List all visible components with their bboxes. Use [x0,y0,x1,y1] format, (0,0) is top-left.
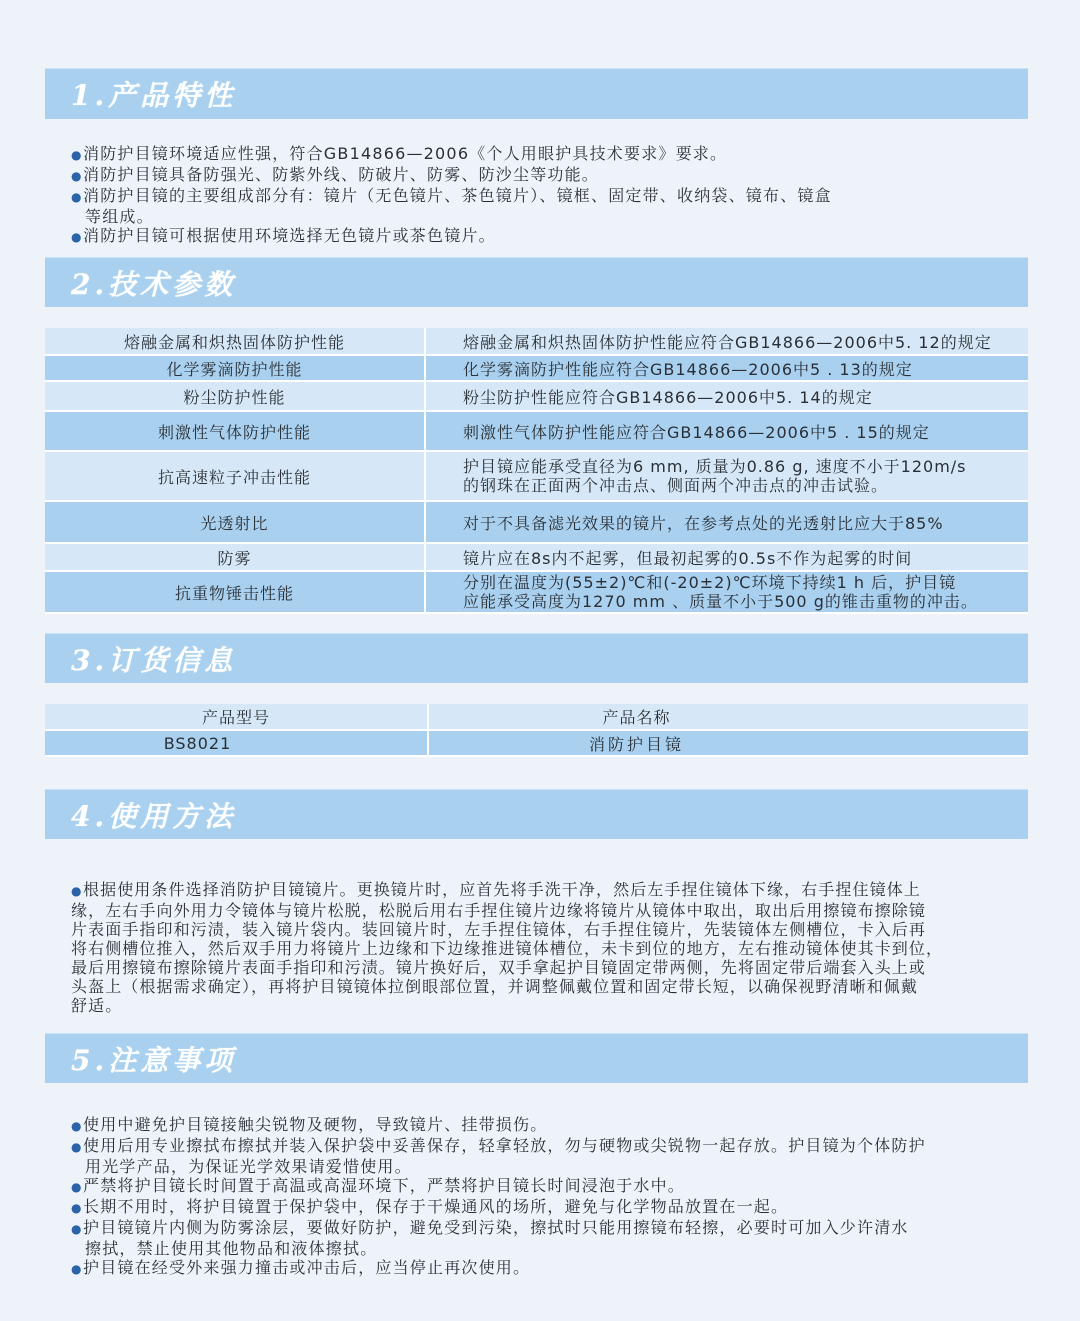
section-header-specs [45,257,1028,307]
table-row: 光透射比 对于不具备滤光效果的镜片，在参考点处的光透射比应大于85% [45,501,1028,543]
list-item: ●护目镜镜片内侧为防雾涂层，要做好防护，避免受到污染，擦拭时只能用擦镜布轻擦，必要时可加入少许清水 [71,1218,909,1237]
usage-line: 将右侧槽位推入，然后双手用力将镜片上边缘和下边缘推进镜体槽位，未卡到位的地方，左右推动镜体使其卡到位， [71,939,944,958]
list-item: ●消防护目镜可根据使用环境选择无色镜片或茶色镜片。 [71,226,496,245]
list-item: ●消防护目镜的主要组成部分有：镜片（无色镜片、茶色镜片）、镜框、固定带、收纳袋、镜布、镜盒 [71,186,832,205]
list-item: ●使用中避免护目镜接触尖锐物及硬物，导致镜片、挂带损伤。 [71,1115,548,1134]
order-table [45,704,1028,757]
list-item-continuation: 等组成。 [85,207,154,226]
section-title: 5.注意事项 [71,1043,237,1077]
usage-line: 缘，左右手向外用力令镜体与镜片松脱，松脱后用右手捏住镜片边缘将镜片从镜体中取出，取出后用擦镜布擦除镜 [71,901,927,920]
usage-line: 最后用擦镜布擦除镜片表面手指印和污渍。镜片换好后，双手拿起护目镜固定带两侧，先将固定带后端套入头上或 [71,958,927,977]
table-row: 粉尘防护性能 粉尘防护性能应符合GB14866—2006中5. 14的规定 [45,381,1028,411]
section-header-order [45,633,1028,683]
list-item: ●使用后用专业擦拭布擦拭并装入保护袋中妥善保存，轻拿轻放，勿与硬物或尖锐物一起存放。护目镜为个体防护 [71,1136,926,1155]
list-item-continuation: 用光学产品，为保证光学效果请爱惜使用。 [85,1157,412,1176]
table-row: 刺激性气体防护性能 刺激性气体防护性能应符合GB14866—2006中5 . 15的规定 [45,411,1028,451]
list-item: ●消防护目镜具备防强光、防紫外线、防破片、防雾、防沙尘等功能。 [71,165,600,184]
section-header-features [45,68,1028,119]
section-title: 2.技术参数 [71,267,237,301]
list-item: ●严禁将护目镜长时间置于高温或高湿环境下，严禁将护目镜长时间浸泡于水中。 [71,1176,686,1195]
usage-line: 片表面手指印和污渍，装入镜片袋内。装回镜片时，左手捏住镜体，右手捏住镜片，先装镜体左侧槽位，卡入后再 [71,920,927,939]
list-item: ●护目镜在经受外来强力撞击或冲击后，应当停止再次使用。 [71,1258,531,1277]
section-header-usage [45,789,1028,839]
features-list [71,144,1041,247]
spec-table [45,328,1028,614]
section-title: 4.使用方法 [71,799,237,833]
usage-line: ●根据使用条件选择消防护目镜镜片。更换镜片时，应首先将手洗干净，然后左手捏住镜体下缘，右手捏住镜体上 [71,880,921,899]
notes-list [71,1115,1041,1279]
table-row: 化学雾滴防护性能 化学雾滴防护性能应符合GB14866—2006中5 . 13的规定 [45,355,1028,381]
section-title: 1.产品特性 [71,79,237,112]
table-row: 防雾 镜片应在8s内不起雾，但最初起雾的0.5s不作为起雾的时间 [45,543,1028,571]
table-row: BS8021 消防护目镜 [45,730,1028,756]
list-item: ●消防护目镜环境适应性强，符合GB14866—2006《个人用眼护具技术要求》要求。 [71,144,728,163]
table-row: 熔融金属和炽热固体防护性能 熔融金属和炽热固体防护性能应符合GB14866—2006中5. 12的规定 [45,328,1028,355]
usage-paragraph [71,880,1041,1015]
list-item-continuation: 擦拭，禁止使用其他物品和液体擦拭。 [85,1239,378,1258]
table-row: 抗重物锤击性能 分别在温度为(55±2)℃和(-20±2)℃环境下持续1 h 后，护目镜 应能承受高度为1270 mm 、质量不小于500 g的锥击重物的冲击。 [45,571,1028,613]
list-item: ●长期不用时，将护目镜置于保护袋中，保存于干燥通风的场所，避免与化学物品放置在一起。 [71,1197,789,1216]
usage-line: 舒适。 [71,996,123,1015]
table-header-row: 产品型号 产品名称 [45,704,1028,730]
section-title: 3.订货信息 [71,643,237,677]
section-header-notes [45,1033,1028,1083]
usage-line: 头盔上（根据需求确定），再将护目镜镜体拉倒眼部位置，并调整佩戴位置和固定带长短，以确保视野清晰和佩戴 [71,977,919,996]
table-row: 抗高速粒子冲击性能 护目镜应能承受直径为6 mm, 质量为0.86 g, 速度不小于120m/s 的钢珠在正面两个冲击点、侧面两个冲击点的冲击试验。 [45,451,1028,501]
